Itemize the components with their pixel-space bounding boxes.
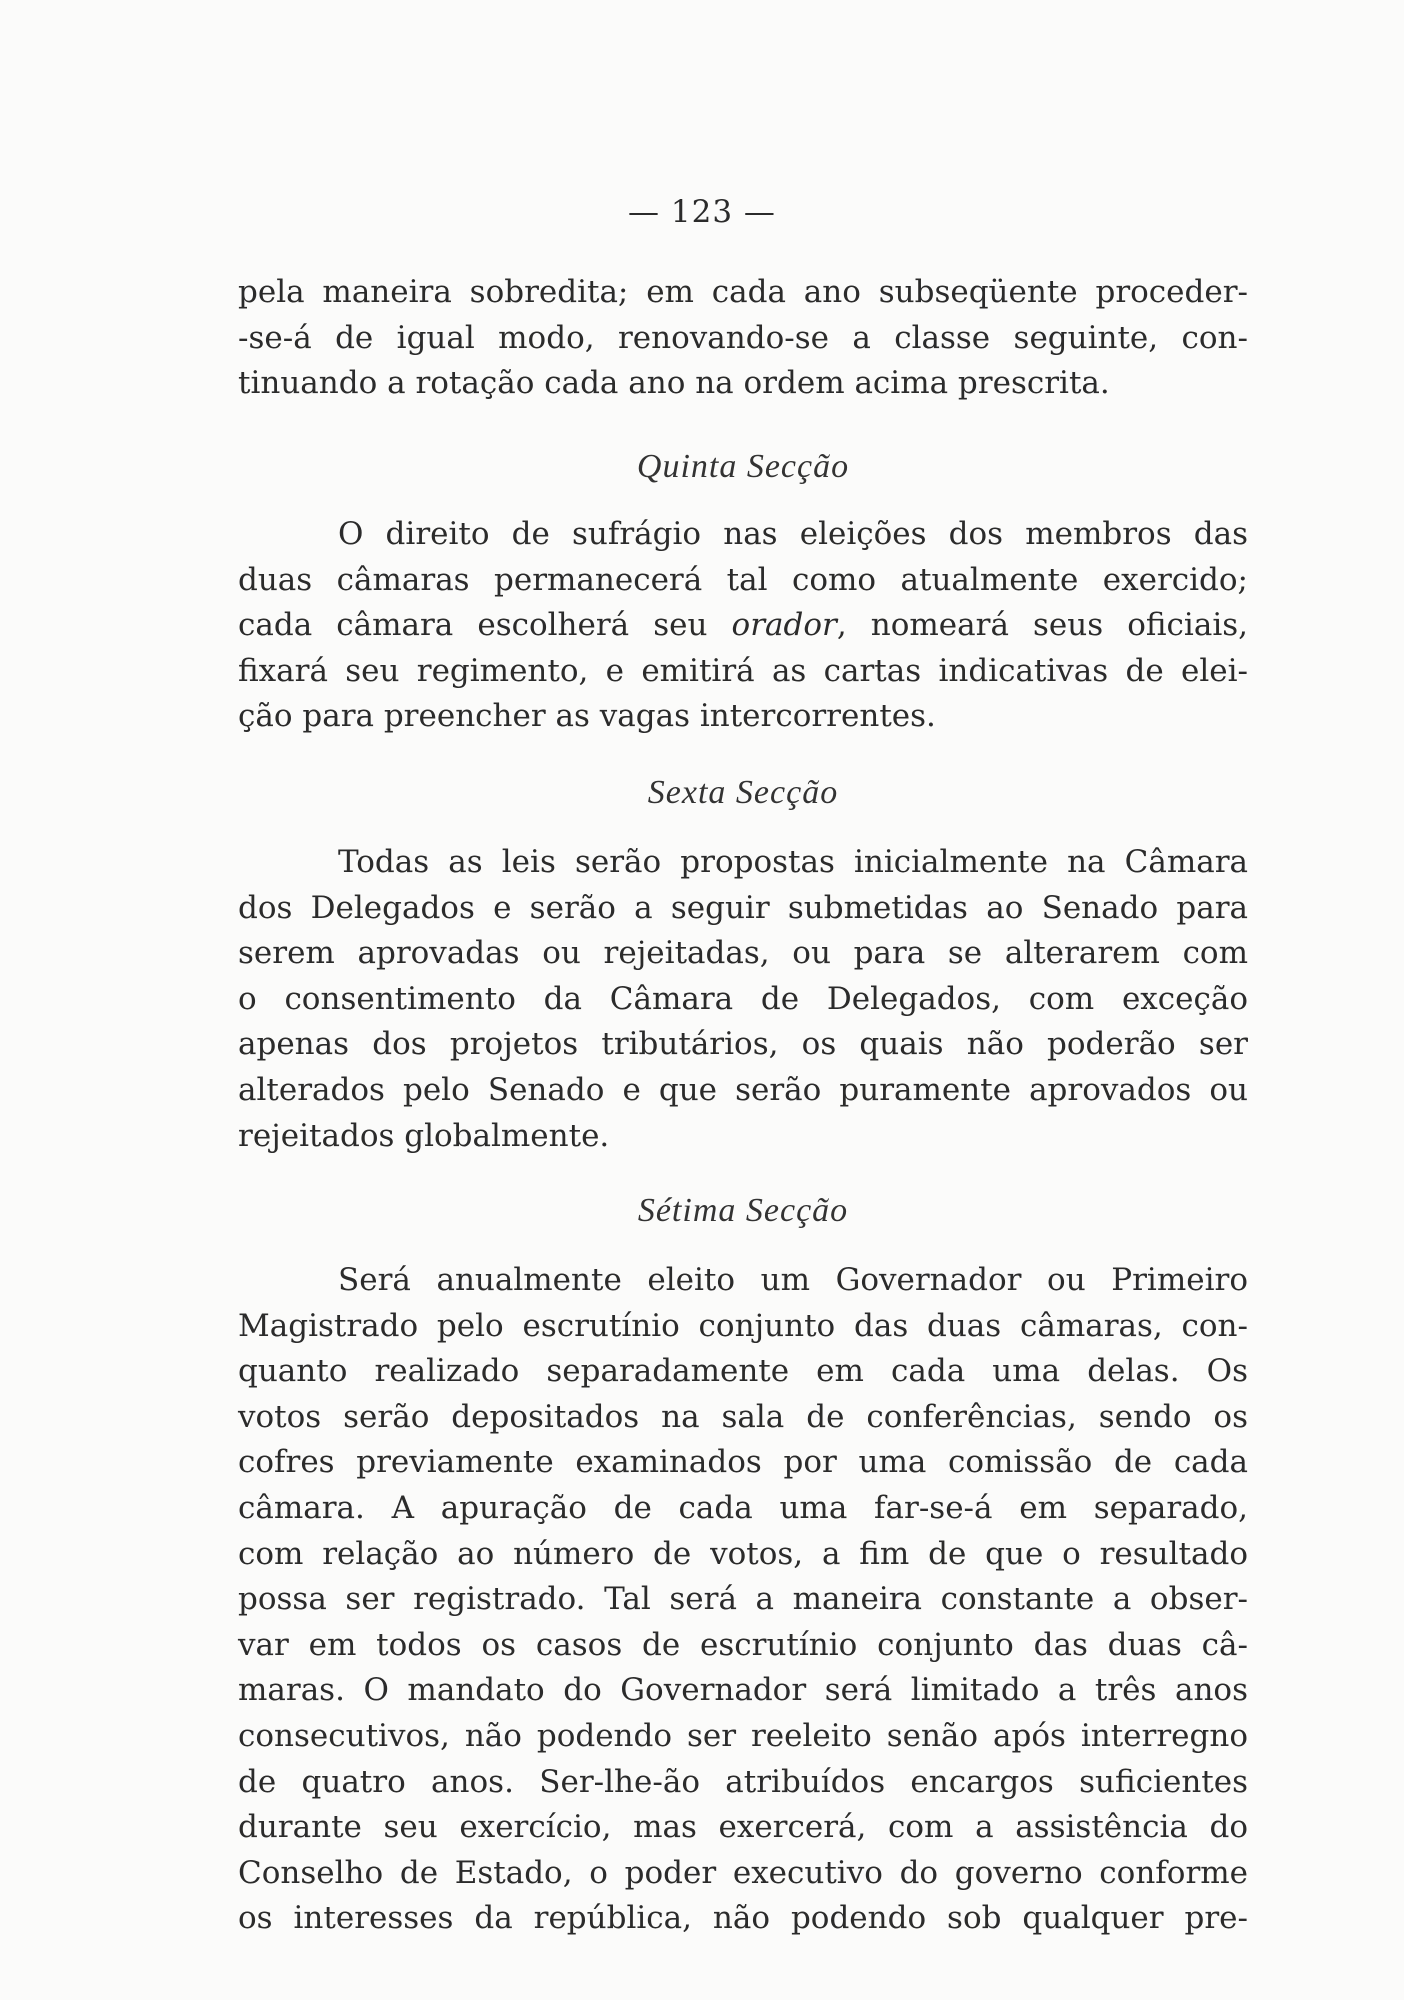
text-line: consecutivos, não podendo ser reeleito senão após interregno bbox=[238, 1717, 1248, 1754]
section-heading-setima bbox=[238, 1188, 1248, 1234]
text-line: votos serão depositados na sala de conferências, sendo os bbox=[238, 1398, 1248, 1435]
page-number: — 123 — bbox=[628, 194, 776, 230]
text-line: Todas as leis serão propostas inicialmente na Câmara bbox=[338, 844, 1248, 880]
text-line: possa ser registrado. Tal será a maneira constante a obser- bbox=[238, 1581, 1248, 1618]
text-line: -se-á de igual modo, renovando-se a classe seguinte, con- bbox=[238, 319, 1248, 356]
text-line: pela maneira sobredita; em cada ano subseqüente proceder- bbox=[238, 274, 1248, 310]
section-heading-quinta bbox=[238, 444, 1248, 490]
text-line: Conselho de Estado, o poder executivo do governo conforme bbox=[238, 1854, 1248, 1891]
text-line: maras. O mandato do Governador será limitado a três anos bbox=[238, 1672, 1248, 1709]
emphasized-word: orador bbox=[731, 607, 837, 644]
text-line: cada câmara escolherá seu orador, nomeará seus oficiais, bbox=[238, 607, 1248, 644]
text-line: ção para preencher as vagas intercorrentes. bbox=[238, 698, 936, 735]
text-line: alterados pelo Senado e que serão puramente aprovados ou bbox=[238, 1071, 1248, 1108]
intro-paragraph bbox=[238, 270, 1248, 407]
text-line: rejeitados globalmente. bbox=[238, 1117, 610, 1154]
text-line: durante seu exercício, mas exercerá, com a assistência do bbox=[238, 1809, 1248, 1846]
text-line: fixará seu regimento, e emitirá as cartas indicativas de elei- bbox=[238, 652, 1248, 689]
text-line: quanto realizado separadamente em cada uma delas. Os bbox=[238, 1353, 1248, 1390]
text-line: de quatro anos. Ser-lhe-ão atribuídos encargos suficientes bbox=[238, 1763, 1248, 1800]
text-line: tinuando a rotação cada ano na ordem acima prescrita. bbox=[238, 365, 1110, 402]
text-line: câmara. A apuração de cada uma far-se-á em separado, bbox=[238, 1489, 1248, 1526]
section-paragraph-quinta bbox=[238, 512, 1248, 740]
text-line: Magistrado pelo escrutínio conjunto das duas câmaras, con- bbox=[238, 1307, 1248, 1344]
text-line: serem aprovadas ou rejeitadas, ou para se alterarem com bbox=[238, 935, 1248, 972]
section-title: Quinta Secção bbox=[636, 448, 850, 485]
text-line: var em todos os casos de escrutínio conjunto das duas câ- bbox=[238, 1626, 1248, 1663]
section-title: Sexta Secção bbox=[647, 774, 839, 811]
text-line: O direito de sufrágio nas eleições dos membros das bbox=[338, 516, 1248, 552]
text-line: apenas dos projetos tributários, os quais não poderão ser bbox=[238, 1026, 1248, 1063]
text-line: os interesses da república, não podendo sob qualquer pre- bbox=[238, 1900, 1248, 1937]
section-title: Sétima Secção bbox=[637, 1192, 849, 1229]
section-paragraph-sexta bbox=[238, 840, 1248, 1159]
text-line: o consentimento da Câmara de Delegados, com exceção bbox=[238, 980, 1248, 1017]
section-heading-sexta bbox=[238, 770, 1248, 816]
text-line: com relação ao número de votos, a fim de que o resultado bbox=[238, 1535, 1248, 1572]
text-line: Será anualmente eleito um Governador ou Primeiro bbox=[338, 1262, 1248, 1298]
text-line: cofres previamente examinados por uma comissão de cada bbox=[238, 1444, 1248, 1481]
text-line: dos Delegados e serão a seguir submetidas ao Senado para bbox=[238, 889, 1248, 926]
section-paragraph-setima bbox=[238, 1258, 1248, 1942]
text-line: duas câmaras permanecerá tal como atualmente exercido; bbox=[238, 561, 1248, 598]
